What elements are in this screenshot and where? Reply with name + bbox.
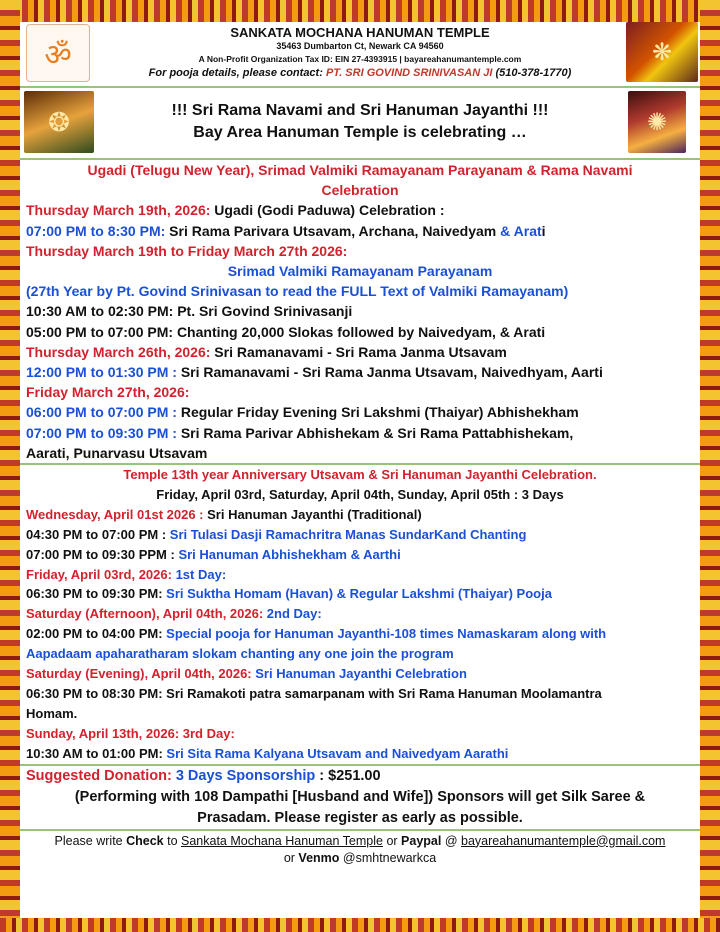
event-text: i <box>541 222 546 239</box>
footer-text: or <box>283 850 299 865</box>
venmo-line <box>24 850 696 867</box>
donation-line <box>26 766 694 787</box>
donation-section <box>20 766 700 829</box>
event-line <box>26 604 694 624</box>
donation-amount: : $251.00 <box>315 767 381 784</box>
event-text: & Arat <box>500 222 542 239</box>
footer-text: Please write <box>54 833 127 848</box>
contact-prefix: For pooja details, please contact: <box>148 67 323 79</box>
event-time: 04:30 PM to 07:00 PM : <box>26 526 167 542</box>
footer-text: @ <box>441 833 461 848</box>
event-day: 1st Day: <box>171 566 227 582</box>
decorative-border-left <box>0 0 20 932</box>
event-text: Sri Hanuman Jayanthi (Traditional) <box>203 506 422 522</box>
payment-line <box>24 833 696 850</box>
event-text: Regular Friday Evening Sri Lakshmi (Thaiyar) Abhishekham <box>176 404 579 421</box>
tax-id-line: A Non-Profit Organization Tax ID: EIN 27-4393915 | bayareahanumantemple.com <box>198 54 522 64</box>
event-text: Sri Suktha Homam (Havan) & Regular Lakshmi (Thaiyar) Pooja <box>162 586 552 602</box>
donation-sponsorship: 3 Days Sponsorship <box>171 767 316 784</box>
event-line <box>26 402 694 422</box>
event-time: 02:00 PM to 04:00 PM: <box>26 626 163 642</box>
event-note: (27th Year by Pt. Govind Srinivasan to read the FULL Text of Valmiki Ramayanam) <box>26 283 569 300</box>
temple-address: 35463 Dumbarton Ct, Newark CA 94560 <box>276 41 444 51</box>
payment-footer <box>20 831 700 867</box>
event-day: 2nd Day: <box>263 606 322 622</box>
event-date: Friday March 27th, 2026: <box>26 384 190 401</box>
event-line <box>26 744 694 764</box>
banner-title: !!! Sri Rama Navami and Sri Hanuman Jayanthi !!! <box>171 102 549 119</box>
header <box>20 22 700 84</box>
event-text: Sri Hanuman Abhishekham & Aarthi <box>174 546 401 562</box>
event-line <box>26 545 694 565</box>
event-time: 06:00 PM to 07:00 PM : <box>26 404 177 421</box>
event-line-cont: Aapadaam apaharatharam slokam chanting any one join the program <box>26 646 454 662</box>
event-text: Sri Tulasi Dasji Ramachritra Manas SundarKand Chanting <box>166 526 527 542</box>
event-date: Saturday (Evening), April 04th, 2026: <box>26 666 252 682</box>
event-time: 07:00 PM to 09:30 PM : <box>26 424 177 441</box>
event-text: Ugadi (Godi Paduwa) Celebration : <box>210 202 445 219</box>
footer-text: to <box>163 833 181 848</box>
venmo-label: Venmo <box>298 850 340 865</box>
email-link[interactable]: bayareahanumantemple@gmail.com <box>461 833 666 848</box>
event-line: 10:30 AM to 02:30 PM: Pt. Sri Govind Srinivasanji <box>26 303 353 320</box>
donation-note-cont: Prasadam. Please register as early as possible. <box>197 809 523 826</box>
rama-navami-section <box>20 160 700 463</box>
event-line <box>26 505 694 525</box>
event-date: Friday, April 03rd, 2026: <box>26 566 172 582</box>
event-time: 07:00 PM to 8:30 PM: <box>26 222 166 239</box>
event-line <box>26 423 694 443</box>
event-time: 10:30 AM to 01:00 PM: <box>26 745 163 761</box>
event-date: Sunday, April 13th, 2026: <box>26 725 180 741</box>
event-time: 12:00 PM to 01:30 PM : <box>26 364 177 381</box>
event-line <box>26 565 694 585</box>
event-line <box>26 664 694 684</box>
event-time: 06:30 PM to 09:30 PM: <box>26 586 163 602</box>
flyer <box>20 22 700 918</box>
event-title: Srimad Valmiki Ramayanam Parayanam <box>227 263 493 280</box>
contact-name: PT. SRI GOVIND SRINIVASAN JI <box>325 67 493 79</box>
donation-label: Suggested Donation: <box>26 767 172 784</box>
contact-phone: (510-378-1770) <box>495 67 572 79</box>
contact-line <box>20 67 700 79</box>
temple-title: SANKATA MOCHANA HANUMAN TEMPLE <box>230 25 490 40</box>
event-date-range: Thursday March 19th to Friday March 27th 2026: <box>26 242 348 259</box>
hanuman-idol-image: ❋ <box>626 22 698 82</box>
section-heading: Ugadi (Telugu New Year), Srimad Valmiki Ramayanam Parayanam & Rama Navami <box>87 162 633 178</box>
donation-note: (Performing with 108 Dampathi [Husband and Wife]) Sponsors will get Silk Saree & <box>74 788 646 805</box>
section-heading-cont: Celebration <box>321 182 399 199</box>
footer-text: or <box>382 833 402 848</box>
decorative-border-bottom <box>0 918 720 932</box>
event-time: 07:00 PM to 09:30 PPM : <box>26 546 175 562</box>
banner <box>20 86 700 160</box>
payee-name: Sankata Mochana Hanuman Temple <box>181 833 383 848</box>
decorative-border-top <box>0 0 720 22</box>
venmo-handle: @smhtnewarkca <box>339 850 437 865</box>
banner-subtitle: Bay Area Hanuman Temple is celebrating … <box>193 124 527 141</box>
event-text: Sri Ramanavami - Sri Rama Janma Utsavam <box>210 343 507 360</box>
rama-darbar-image: ❂ <box>24 91 94 153</box>
event-date: Wednesday, April 01st 2026 : <box>26 506 204 522</box>
event-line <box>26 584 694 604</box>
om-logo-icon: ॐ <box>26 24 90 82</box>
event-line: 05:00 PM to 07:00 PM: Chanting 20,000 Slokas followed by Naivedyam, & Arati <box>26 323 546 340</box>
hanuman-jayanthi-section <box>20 465 700 764</box>
event-text: Special pooja for Hanuman Jayanthi-108 times Namaskaram along with <box>162 626 607 642</box>
event-text: Sri Ramanavami - Sri Rama Janma Utsavam, Naivedhyam, Aarti <box>176 364 603 381</box>
event-text: Sri Sita Rama Kalyana Utsavam and Naivedyam Aarathi <box>162 745 509 761</box>
event-date: Saturday (Afternoon), April 04th, 2026: <box>26 606 264 622</box>
paypal-label: Paypal <box>401 833 442 848</box>
event-text: Sri Rama Parivar Abhishekam & Sri Rama Pattabhishekam, <box>176 424 574 441</box>
hanuman-image: ✺ <box>628 91 686 153</box>
event-line-cont: Aarati, Punarvasu Utsavam <box>26 444 208 461</box>
event-line <box>26 624 694 644</box>
event-line: 06:30 PM to 08:30 PM: Sri Ramakoti patra samarpanam with Sri Rama Hanuman Moolamantra <box>26 686 602 702</box>
event-line <box>26 525 694 545</box>
event-date: Thursday March 26th, 2026: <box>26 343 211 360</box>
section-heading: Temple 13th year Anniversary Utsavam & Sri Hanuman Jayanthi Celebration. <box>123 467 597 483</box>
event-line <box>26 342 694 362</box>
event-line <box>26 221 694 241</box>
event-text: Sri Rama Parivara Utsavam, Archana, Naivedyam <box>165 222 501 239</box>
event-line <box>26 200 694 220</box>
event-line <box>26 724 694 744</box>
event-text: Sri Hanuman Jayanthi Celebration <box>251 666 467 682</box>
check-label: Check <box>126 833 164 848</box>
section-subheading: Friday, April 03rd, Saturday, April 04th, Sunday, April 05th : 3 Days <box>156 486 564 502</box>
event-line <box>26 362 694 382</box>
decorative-border-right <box>700 0 720 932</box>
event-day: 3rd Day: <box>179 725 235 741</box>
event-line-cont: Homam. <box>26 705 78 721</box>
event-date: Thursday March 19th, 2026: <box>26 202 211 219</box>
